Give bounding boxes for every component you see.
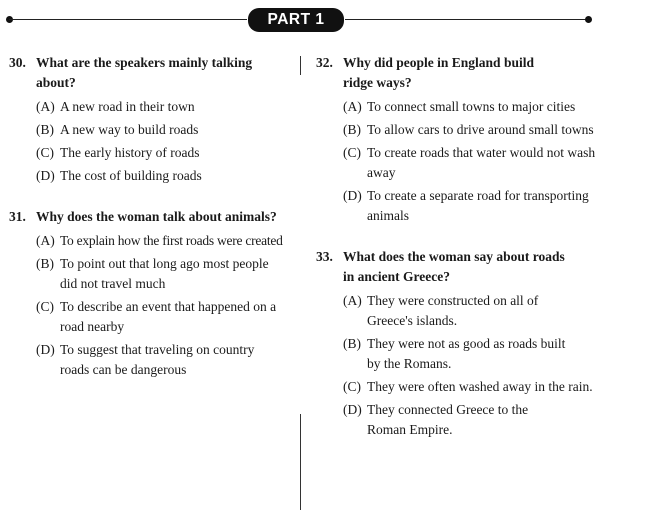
answer-option-c[interactable] — [36, 143, 281, 163]
answer-options — [316, 97, 606, 226]
option-letter: (A) — [36, 99, 55, 114]
question-number: 32. — [316, 55, 333, 70]
option-letter: (B) — [36, 256, 54, 271]
option-text: To point out that long ago most people did not travel much — [60, 256, 269, 291]
option-letter: (D) — [36, 342, 55, 357]
option-text: The cost of building roads — [60, 168, 202, 183]
option-letter: (D) — [343, 402, 362, 417]
option-letter: (D) — [36, 168, 55, 183]
header-left-rule — [9, 19, 247, 20]
answer-option-b[interactable] — [343, 120, 606, 140]
answer-option-b[interactable] — [36, 120, 281, 140]
question-number: 31. — [9, 209, 26, 224]
answer-option-b[interactable] — [343, 334, 566, 374]
option-letter: (C) — [36, 299, 54, 314]
option-text: To explain how the first roads were created — [60, 233, 283, 248]
question-33 — [316, 247, 593, 440]
question-text: What are the speakers mainly talking about? — [36, 55, 253, 90]
option-letter: (C) — [343, 379, 361, 394]
answer-option-d[interactable] — [36, 340, 284, 380]
question-text: What does the woman say about roads in ancient Greece? — [343, 249, 565, 284]
question-31-header — [9, 207, 284, 227]
question-32 — [316, 53, 606, 226]
option-text: They were often washed away in the rain. — [367, 379, 593, 394]
option-text: To create roads that water would not wash away — [367, 145, 596, 180]
part-badge: PART 1 — [248, 8, 344, 32]
answer-option-a[interactable] — [343, 291, 566, 331]
question-31 — [9, 207, 284, 380]
question-30-header — [9, 53, 281, 93]
question-30 — [9, 53, 281, 186]
answer-option-c[interactable] — [343, 377, 593, 397]
question-text: Why does the woman talk about animals? — [36, 209, 277, 224]
answer-option-c[interactable] — [36, 297, 284, 337]
question-33-header — [316, 247, 566, 287]
answer-option-d[interactable] — [343, 400, 566, 440]
answer-option-d[interactable] — [36, 166, 281, 186]
option-text: A new way to build roads — [60, 122, 199, 137]
option-text: To describe an event that happened on a road nearby — [60, 299, 277, 334]
answer-options — [9, 231, 284, 380]
answer-options — [316, 291, 593, 440]
option-letter: (A) — [343, 99, 362, 114]
option-text: To connect small towns to major cities — [367, 99, 576, 114]
option-text: They connected Greece to the Roman Empire. — [367, 402, 529, 437]
option-letter: (B) — [343, 122, 361, 137]
option-letter: (C) — [36, 145, 54, 160]
option-letter: (B) — [36, 122, 54, 137]
option-text: To create a separate road for transporting animals — [367, 188, 589, 223]
option-text: To allow cars to drive around small towns — [367, 122, 594, 137]
header-right-dot — [585, 16, 592, 23]
option-text: To suggest that traveling on country roads can be dangerous — [60, 342, 255, 377]
option-text: They were not as good as roads built by the Romans. — [367, 336, 566, 371]
option-letter: (A) — [343, 293, 362, 308]
answer-option-a[interactable] — [36, 97, 281, 117]
question-32-header — [316, 53, 606, 93]
answer-option-c[interactable] — [343, 143, 606, 183]
option-text: A new road in their town — [60, 99, 195, 114]
answer-option-a[interactable] — [343, 97, 606, 117]
answer-option-d[interactable] — [343, 186, 606, 226]
option-letter: (B) — [343, 336, 361, 351]
option-letter: (C) — [343, 145, 361, 160]
question-number: 33. — [316, 249, 333, 264]
answer-option-b[interactable] — [36, 254, 284, 294]
question-text: Why did people in England build ridge ways? — [343, 55, 534, 90]
answer-option-a[interactable] — [36, 231, 284, 251]
option-text: They were constructed on all of Greece's islands. — [367, 293, 539, 328]
column-divider-bottom — [300, 414, 301, 510]
option-text: The early history of roads — [60, 145, 200, 160]
header-right-rule — [345, 19, 588, 20]
option-letter: (A) — [36, 233, 55, 248]
option-letter: (D) — [343, 188, 362, 203]
answer-options — [9, 97, 281, 186]
column-divider-top — [300, 56, 301, 75]
question-number: 30. — [9, 55, 26, 70]
